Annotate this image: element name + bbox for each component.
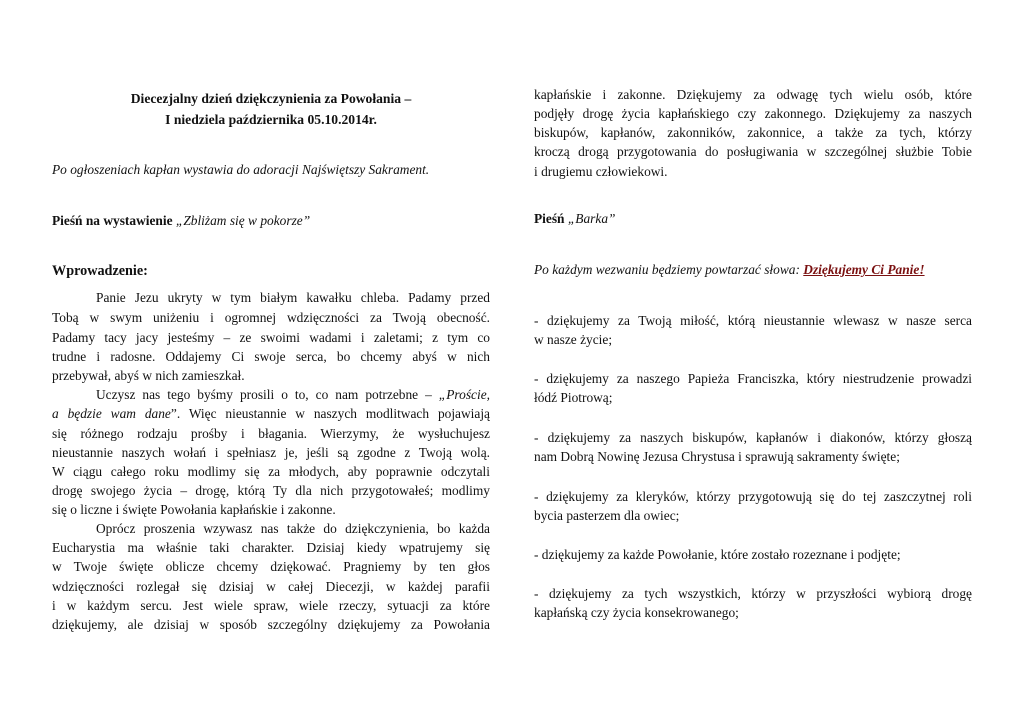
paragraph-2-line: się o liczne i święte Powołania kapłańskie i zakonne. bbox=[52, 502, 336, 517]
invocation-line: w nasze życie; bbox=[534, 332, 613, 347]
paragraph-2-text: ”. Więc nieustannie w naszych modlitwach pojawiają bbox=[170, 406, 490, 421]
paragraph-2-line: W ciągu całego roku modlimy się za młodych, aby poprawnie odczytali bbox=[52, 464, 490, 479]
invocation-line: - dziękujemy za naszego Papieża Franciszka, który niestrudzenie prowadzi bbox=[534, 371, 972, 386]
invocation-line: kapłańską czy życia konsekrowanego; bbox=[534, 605, 739, 620]
document-title: Diecezjalny dzień dziękczynienia za Powołania – bbox=[130, 91, 412, 106]
paragraph-2-line: drogę swojego życia – drogę, którą Ty dla nich przygotowałeś; modlimy bbox=[52, 483, 490, 498]
paragraph-3-line: wdzięczności rozlegał się dzisiaj w całej Diecezji, w każdej parafii bbox=[52, 579, 490, 594]
paragraph-1-line: Tobą w swym uniżeniu i ogromnej wdzięczności za Twoją obecność. bbox=[52, 310, 490, 325]
song-1-title: „Zbliżam się w pokorze” bbox=[175, 213, 311, 228]
rubric: Po ogłoszeniach kapłan wystawia do adoracji Najświętszy Sakrament. bbox=[52, 162, 430, 177]
paragraph-3-line: Oprócz proszenia wzywasz nas także do dziękczynienia, bo każda bbox=[96, 521, 490, 536]
paragraph-2-line: nieustannie naszych wołań i spełniasz je, jeśli są zgodne z Twoją wolą. bbox=[52, 445, 490, 460]
paragraph-1-line: przebywał, abyś w nich zamieszkał. bbox=[52, 368, 245, 383]
paragraph-3-line: Eucharystia ma właśnie taki charakter. Dzisiaj kiedy wpatrujemy się bbox=[52, 540, 490, 555]
invocation-line: łódź Piotrową; bbox=[534, 390, 613, 405]
song-2-title: „Barka” bbox=[567, 211, 616, 226]
song-2 bbox=[534, 210, 972, 228]
song-1 bbox=[52, 212, 490, 230]
paragraph-continued-line: kapłańskie i zakonne. Dziękujemy za odwagę tych wielu osób, które bbox=[534, 87, 972, 102]
paragraph-2-line bbox=[52, 405, 490, 423]
paragraph-1-line: Panie Jezu ukryty w tym białym kawałku chleba. Padamy przed bbox=[96, 290, 490, 305]
paragraph-2-text: Uczysz nas tego byśmy prosili o to, co nam potrzebne – bbox=[96, 387, 439, 402]
paragraph-2-line: się różnego rodzaju prośby i błagania. Wierzymy, że wysłuchujesz bbox=[52, 426, 490, 441]
paragraph-continued-line: podjęły drogę życia kapłańskiego czy zakonnego. Dziękujemy za naszych bbox=[534, 106, 972, 121]
paragraph-3-line: w Twoje święte oblicze chcemy dziękować. Pragniemy by ten głos bbox=[52, 559, 490, 574]
paragraph-3-line: dziękujemy, ale dzisiaj w sposób szczególny dziękujemy za Powołania bbox=[52, 617, 490, 632]
response-instruction bbox=[534, 261, 972, 279]
paragraph-1-line: Padamy tacy jacy jesteśmy – ze swoimi wadami i zaletami; z tym co bbox=[52, 330, 490, 345]
invocation-line: - dziękujemy za tych wszystkich, którzy w przyszłości wybiorą drogę bbox=[534, 586, 972, 601]
intro-heading: Wprowadzenie: bbox=[52, 263, 148, 279]
invocation-line: nam Dobrą Nowinę Jezusa Chrystusa i sprawują sakramenty święte; bbox=[534, 449, 900, 464]
invocation-line: - dziękujemy za Twoją miłość, którą nieustannie wlewasz w nasze serca bbox=[534, 313, 972, 328]
song-1-prefix: Pieśń na wystawienie bbox=[52, 213, 176, 228]
paragraph-continued-line: biskupów, kapłanów, zakonników, zakonnice, a także za tych, którzy bbox=[534, 125, 972, 140]
paragraph-3-line: i w każdym sercu. Jest wiele spraw, wiele rzeczy, sytuacji za które bbox=[52, 598, 490, 613]
invocation-line: bycia pasterzem dla owiec; bbox=[534, 508, 680, 523]
invocation-line: - dziękujemy za każde Powołanie, które zostało rozeznane i podjęte; bbox=[534, 547, 901, 562]
document-subtitle: I niedziela października 05.10.2014r. bbox=[165, 112, 377, 127]
paragraph-2-line bbox=[52, 386, 490, 404]
scripture-quote: a będzie wam dane bbox=[52, 406, 171, 421]
invocation-line: - dziękujemy za kleryków, którzy przygotowują się do tej zaszczytnej roli bbox=[534, 489, 972, 504]
paragraph-continued-line: i drugiemu człowiekowi. bbox=[534, 164, 668, 179]
response-text: Dziękujemy Ci Panie! bbox=[803, 262, 925, 277]
scripture-quote: „Proście, bbox=[438, 387, 490, 402]
invocation-line: - dziękujemy za naszych biskupów, kapłanów i diakonów, którzy głoszą bbox=[534, 430, 972, 445]
song-2-prefix: Pieśń bbox=[534, 211, 568, 226]
response-intro: Po każdym wezwaniu będziemy powtarzać słowa: bbox=[534, 262, 804, 277]
paragraph-1-line: trudne i radosne. Oddajemy Ci swoje serca, bo chcemy abyś w nich bbox=[52, 349, 490, 364]
paragraph-continued-line: kroczą drogą przygotowania do posługiwania w szczególnej służbie Tobie bbox=[534, 144, 972, 159]
